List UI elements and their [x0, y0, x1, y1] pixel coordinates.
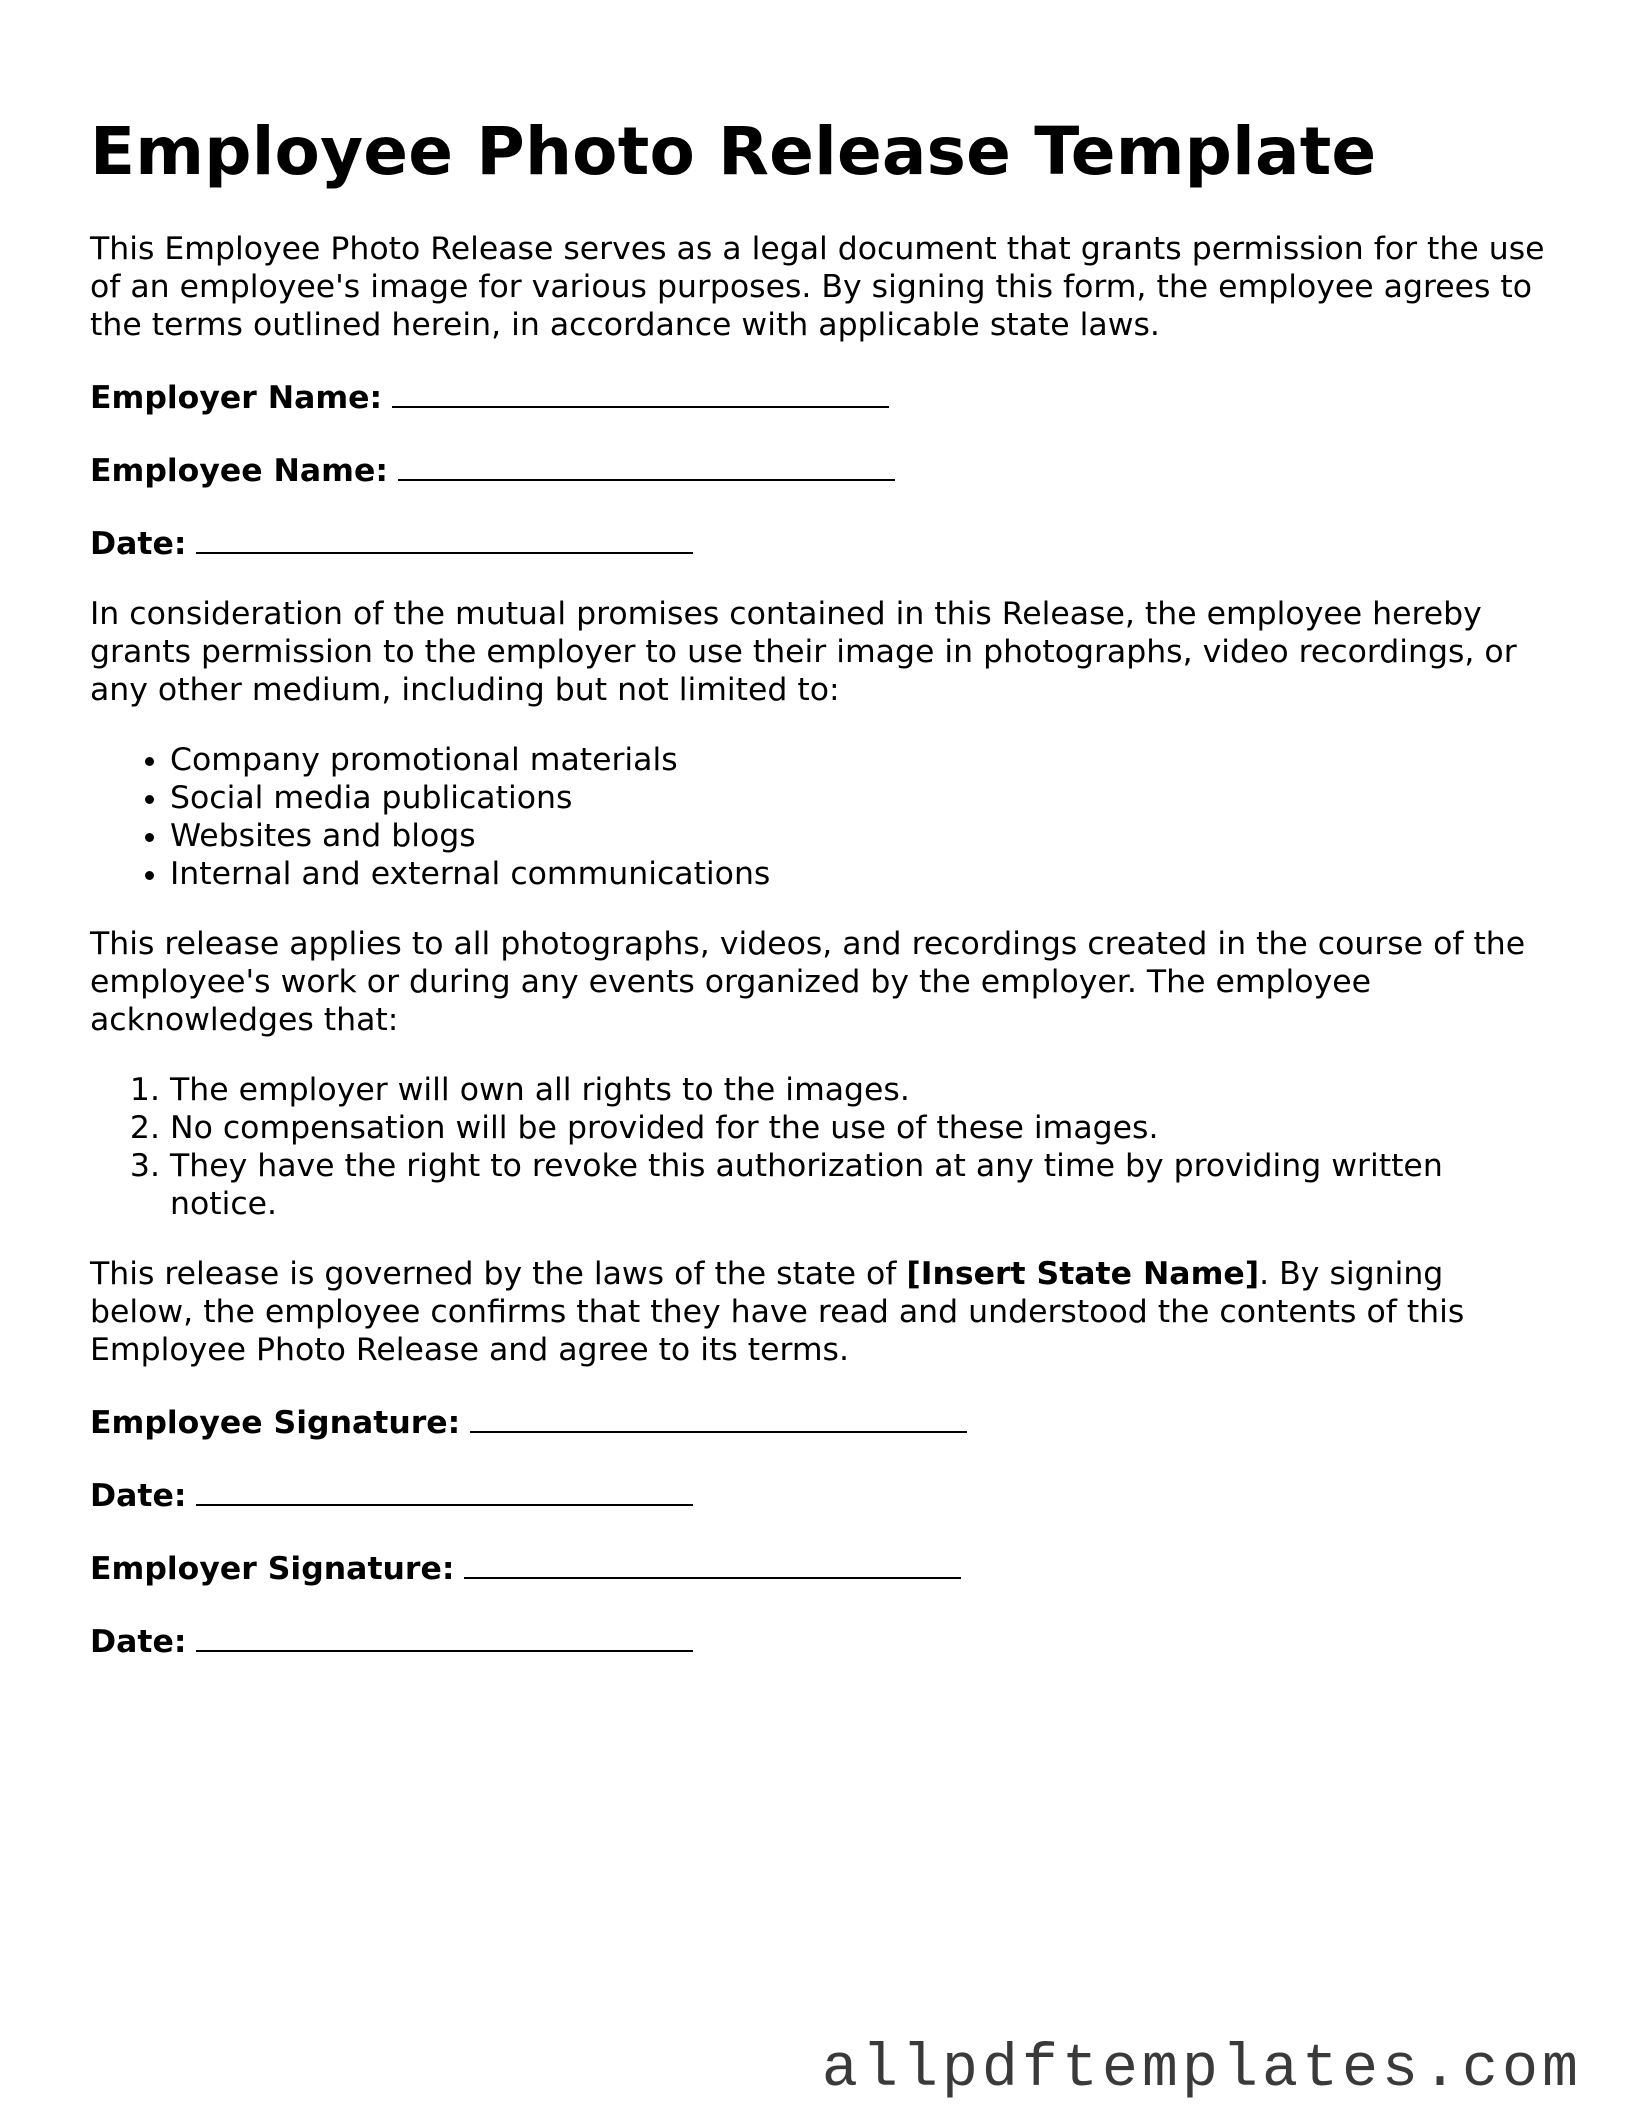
date-field-employer: [90, 1620, 1550, 1661]
list-item: • Websites and blogs: [170, 817, 1550, 855]
employee-signature-field: [90, 1401, 1550, 1442]
watermark: allpdftemplates.com: [821, 2036, 1582, 2104]
employee-signature-label: Employee Signature:: [90, 1405, 461, 1441]
uses-list: [90, 741, 1550, 893]
list-item: 1. The employer will own all rights to the images.: [170, 1071, 1550, 1109]
list-item: 2. No compensation will be provided for the use of these images.: [170, 1109, 1550, 1147]
date-field-top: [90, 522, 1550, 563]
list-item: • Company promotional materials: [170, 741, 1550, 779]
date-line-employer[interactable]: [196, 1620, 693, 1652]
date-line-employee[interactable]: [196, 1474, 693, 1506]
intro-paragraph: This Employee Photo Release serves as a legal document that grants permission for the use of an employee's image for various purposes. By signing this form, the employee agrees to the terms outlined herein, in accordance with applicable state laws.: [90, 231, 1545, 343]
governed-suffix: . By signing below, the employee confirms that they have read and understood the contents of this Employee Photo Release and agree to its terms.: [90, 1256, 1465, 1368]
employer-signature-label: Employer Signature:: [90, 1551, 455, 1587]
acknowledgements-list: [90, 1071, 1550, 1223]
employer-signature-field: [90, 1547, 1550, 1588]
employer-name-line[interactable]: [392, 376, 889, 408]
state-placeholder: [Insert State Name]: [906, 1256, 1260, 1292]
document-page: [90, 108, 1550, 1693]
employee-name-line[interactable]: [398, 449, 895, 481]
date-label-employee: Date:: [90, 1478, 187, 1514]
list-item: • Internal and external communications: [170, 855, 1550, 893]
document-title: Employee Photo Release Template: [90, 113, 1377, 190]
list-item: 3. They have the right to revoke this authorization at any time by providing written notice.: [170, 1147, 1550, 1223]
employee-name-field: [90, 449, 1550, 490]
list-item: • Social media publications: [170, 779, 1550, 817]
applies-paragraph: This release applies to all photographs, videos, and recordings created in the course of the employee's work or during any events organized by the employer. The employee acknowledges that:: [90, 926, 1526, 1038]
employer-name-label: Employer Name:: [90, 380, 383, 416]
consideration-paragraph: In consideration of the mutual promises contained in this Release, the employee hereby grants permission to the employer to use their image in photographs, video recordings, or any other medium, including but not limited to:: [90, 596, 1517, 708]
employee-name-label: Employee Name:: [90, 453, 388, 489]
employee-signature-line[interactable]: [470, 1401, 967, 1433]
governed-paragraph: [90, 1255, 1550, 1369]
date-line-top[interactable]: [196, 522, 693, 554]
date-field-employee: [90, 1474, 1550, 1515]
date-label-employer: Date:: [90, 1624, 187, 1660]
employer-signature-line[interactable]: [464, 1547, 961, 1579]
governed-prefix: This release is governed by the laws of the state of: [90, 1256, 907, 1292]
date-label-top: Date:: [90, 526, 187, 562]
employer-name-field: [90, 376, 1550, 417]
